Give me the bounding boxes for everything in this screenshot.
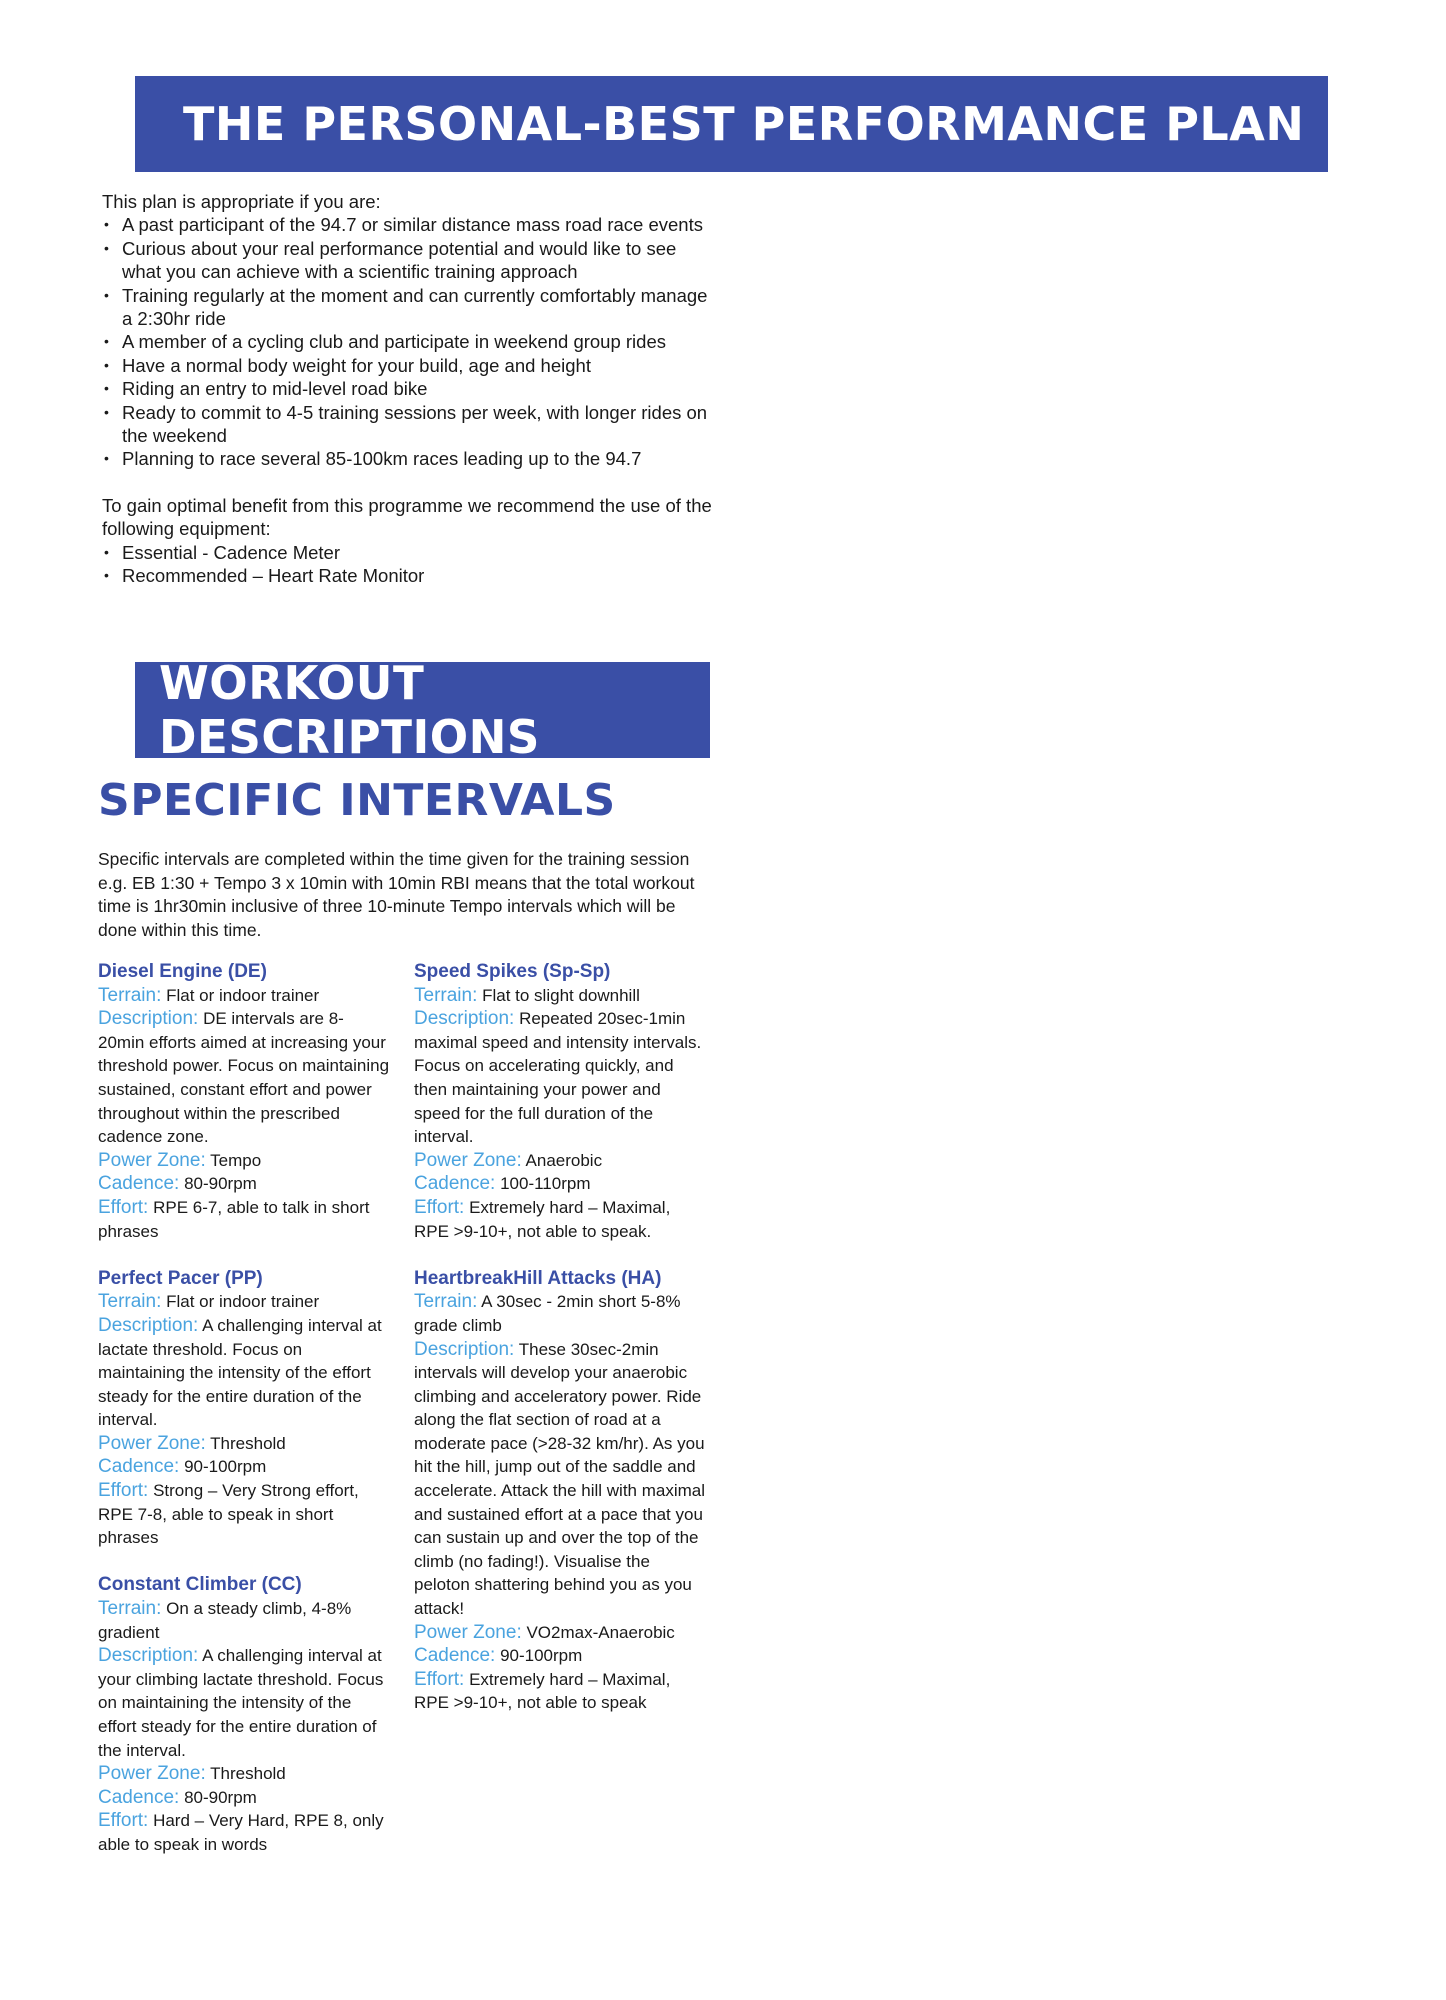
equipment-item: • Recommended – Heart Rate Monitor xyxy=(102,564,712,587)
interval-card-perfect-pacer xyxy=(98,1267,390,1550)
power-zone-label: Power Zone: xyxy=(414,1621,522,1643)
title-banner xyxy=(135,76,1328,172)
cadence-label: Cadence: xyxy=(98,1456,180,1478)
cadence-value: 90-100rpm xyxy=(500,1646,583,1666)
interval-title: Constant Climber (CC) xyxy=(98,1574,302,1596)
intervals-column-left xyxy=(98,960,390,1880)
cadence-value: 100-110rpm xyxy=(500,1174,591,1194)
terrain-value: A 30sec - 2min short 5-8% grade climb xyxy=(414,1292,681,1335)
workout-banner xyxy=(135,656,710,764)
cadence-label: Cadence: xyxy=(414,1173,496,1195)
effort-value: RPE 6-7, able to talk in short phrases xyxy=(98,1197,370,1241)
plan-criteria-list xyxy=(102,213,712,470)
criteria-item: • Riding an entry to mid-level road bike xyxy=(102,377,712,400)
cadence-value: 90-100rpm xyxy=(184,1457,267,1477)
effort-label: Effort: xyxy=(414,1668,465,1690)
description-value: Repeated 20sec-1min maximal speed and intensity intervals. Focus on accelerating quickly, and then maintaining your power and speed for the full duration of the interval. xyxy=(414,1009,702,1147)
intervals-column-right xyxy=(414,960,706,1739)
power-zone-label: Power Zone: xyxy=(98,1149,206,1171)
criteria-item: • Training regularly at the moment and can currently comfortably manage a 2:30hr ride xyxy=(102,284,712,331)
effort-label: Effort: xyxy=(98,1810,149,1832)
cadence-label: Cadence: xyxy=(414,1645,496,1667)
interval-card-heartbreak-hill xyxy=(414,1267,706,1715)
interval-title: Perfect Pacer (PP) xyxy=(98,1267,263,1289)
description-label: Description: xyxy=(98,1008,199,1030)
description-value: A challenging interval at your climbing lactate threshold. Focus on maintaining the intensity of the effort steady for the entire duration of the interval. xyxy=(98,1646,384,1760)
criteria-item: • Curious about your real performance potential and would like to see what you can achieve with a scientific training approach xyxy=(102,237,712,284)
terrain-label: Terrain: xyxy=(98,984,162,1006)
terrain-value: On a steady climb, 4-8% gradient xyxy=(98,1599,352,1642)
description-value: A challenging interval at lactate threshold. Focus on maintaining the intensity of the effort steady for the entire duration of the interval. xyxy=(98,1315,382,1430)
page-title: THE PERSONAL-BEST PERFORMANCE PLAN xyxy=(183,97,1305,151)
equipment-list xyxy=(102,541,712,588)
plan-intro: This plan is appropriate if you are: xyxy=(102,191,381,212)
terrain-label: Terrain: xyxy=(414,984,478,1006)
description-label: Description: xyxy=(98,1314,199,1336)
criteria-item: • Ready to commit to 4-5 training sessions per week, with longer rides on the weekend xyxy=(102,401,712,448)
power-zone-label: Power Zone: xyxy=(98,1763,206,1785)
interval-card-speed-spikes xyxy=(414,960,706,1243)
description-value: These 30sec-2min intervals will develop your anaerobic climbing and acceleratory power. Ride along the flat section of road at a moderate pace (>28-32 km/hr). As you hit the hill, jump out of the saddle and accelerate. Attack the hill with maximal and sustained effort at a pace that you can sustain up and over the top of the climb (no fading!). Visualise the peloton shattering behind you as you attack! xyxy=(414,1339,706,1619)
effort-value: Strong – Very Strong effort, RPE 7-8, able to speak in short phrases xyxy=(98,1481,359,1548)
effort-value: Hard – Very Hard, RPE 8, only able to speak in words xyxy=(98,1811,384,1854)
interval-title: HeartbreakHill Attacks (HA) xyxy=(414,1267,662,1289)
terrain-value: Flat or indoor trainer xyxy=(166,985,320,1005)
effort-label: Effort: xyxy=(98,1196,149,1218)
terrain-label: Terrain: xyxy=(414,1291,478,1313)
equipment-intro: To gain optimal benefit from this programme we recommend the use of the following equipment: xyxy=(102,494,712,540)
intervals-intro: Specific intervals are completed within the time given for the training session e.g. EB 1:30 + Tempo 3 x 10min with 10min RBI means that the total workout time is 1hr30min inclusive of three 10-minute Tempo intervals which will be done within this time. xyxy=(98,849,695,940)
workout-banner-title: WORKOUT DESCRIPTIONS xyxy=(159,656,540,764)
effort-value: Extremely hard – Maximal, RPE >9-10+, not able to speak xyxy=(414,1669,671,1713)
description-label: Description: xyxy=(414,1008,515,1030)
equipment-item: • Essential - Cadence Meter xyxy=(102,541,712,564)
terrain-label: Terrain: xyxy=(98,1598,162,1620)
criteria-item: • A member of a cycling club and participate in weekend group rides xyxy=(102,330,712,353)
cadence-value: 80-90rpm xyxy=(184,1174,257,1194)
interval-title: Diesel Engine (DE) xyxy=(98,961,267,982)
criteria-item: • Have a normal body weight for your build, age and height xyxy=(102,354,712,377)
description-label: Description: xyxy=(414,1338,515,1360)
interval-title: Speed Spikes (Sp-Sp) xyxy=(414,961,611,982)
power-zone-label: Power Zone: xyxy=(414,1149,522,1171)
effort-value: Extremely hard – Maximal, RPE >9-10+, not able to speak. xyxy=(414,1197,671,1241)
terrain-value: Flat or indoor trainer xyxy=(166,1292,320,1312)
power-zone-value: VO2max-Anaerobic xyxy=(526,1622,675,1642)
effort-label: Effort: xyxy=(414,1196,465,1218)
criteria-item: • A past participant of the 94.7 or similar distance mass road race events xyxy=(102,213,712,236)
plan-section xyxy=(102,190,712,588)
power-zone-value: Threshold xyxy=(210,1764,286,1784)
power-zone-value: Tempo xyxy=(210,1150,262,1170)
description-label: Description: xyxy=(98,1645,199,1667)
section-subheading: SPECIFIC INTERVALS xyxy=(98,775,616,826)
cadence-label: Cadence: xyxy=(98,1173,180,1195)
criteria-item: • Planning to race several 85-100km races leading up to the 94.7 xyxy=(102,447,712,470)
effort-label: Effort: xyxy=(98,1480,149,1502)
power-zone-value: Anaerobic xyxy=(525,1150,603,1170)
interval-card-constant-climber xyxy=(98,1573,390,1856)
power-zone-value: Threshold xyxy=(210,1433,286,1453)
power-zone-label: Power Zone: xyxy=(98,1432,206,1454)
terrain-label: Terrain: xyxy=(98,1291,162,1313)
terrain-value: Flat to slight downhill xyxy=(482,985,640,1005)
description-value: DE intervals are 8-20min efforts aimed at increasing your threshold power. Focus on maintaining sustained, constant effort and power throughout within the prescribed cadence zone. xyxy=(98,1009,390,1147)
cadence-label: Cadence: xyxy=(98,1786,180,1808)
interval-card-diesel-engine xyxy=(98,960,390,1243)
cadence-value: 80-90rpm xyxy=(184,1787,257,1807)
